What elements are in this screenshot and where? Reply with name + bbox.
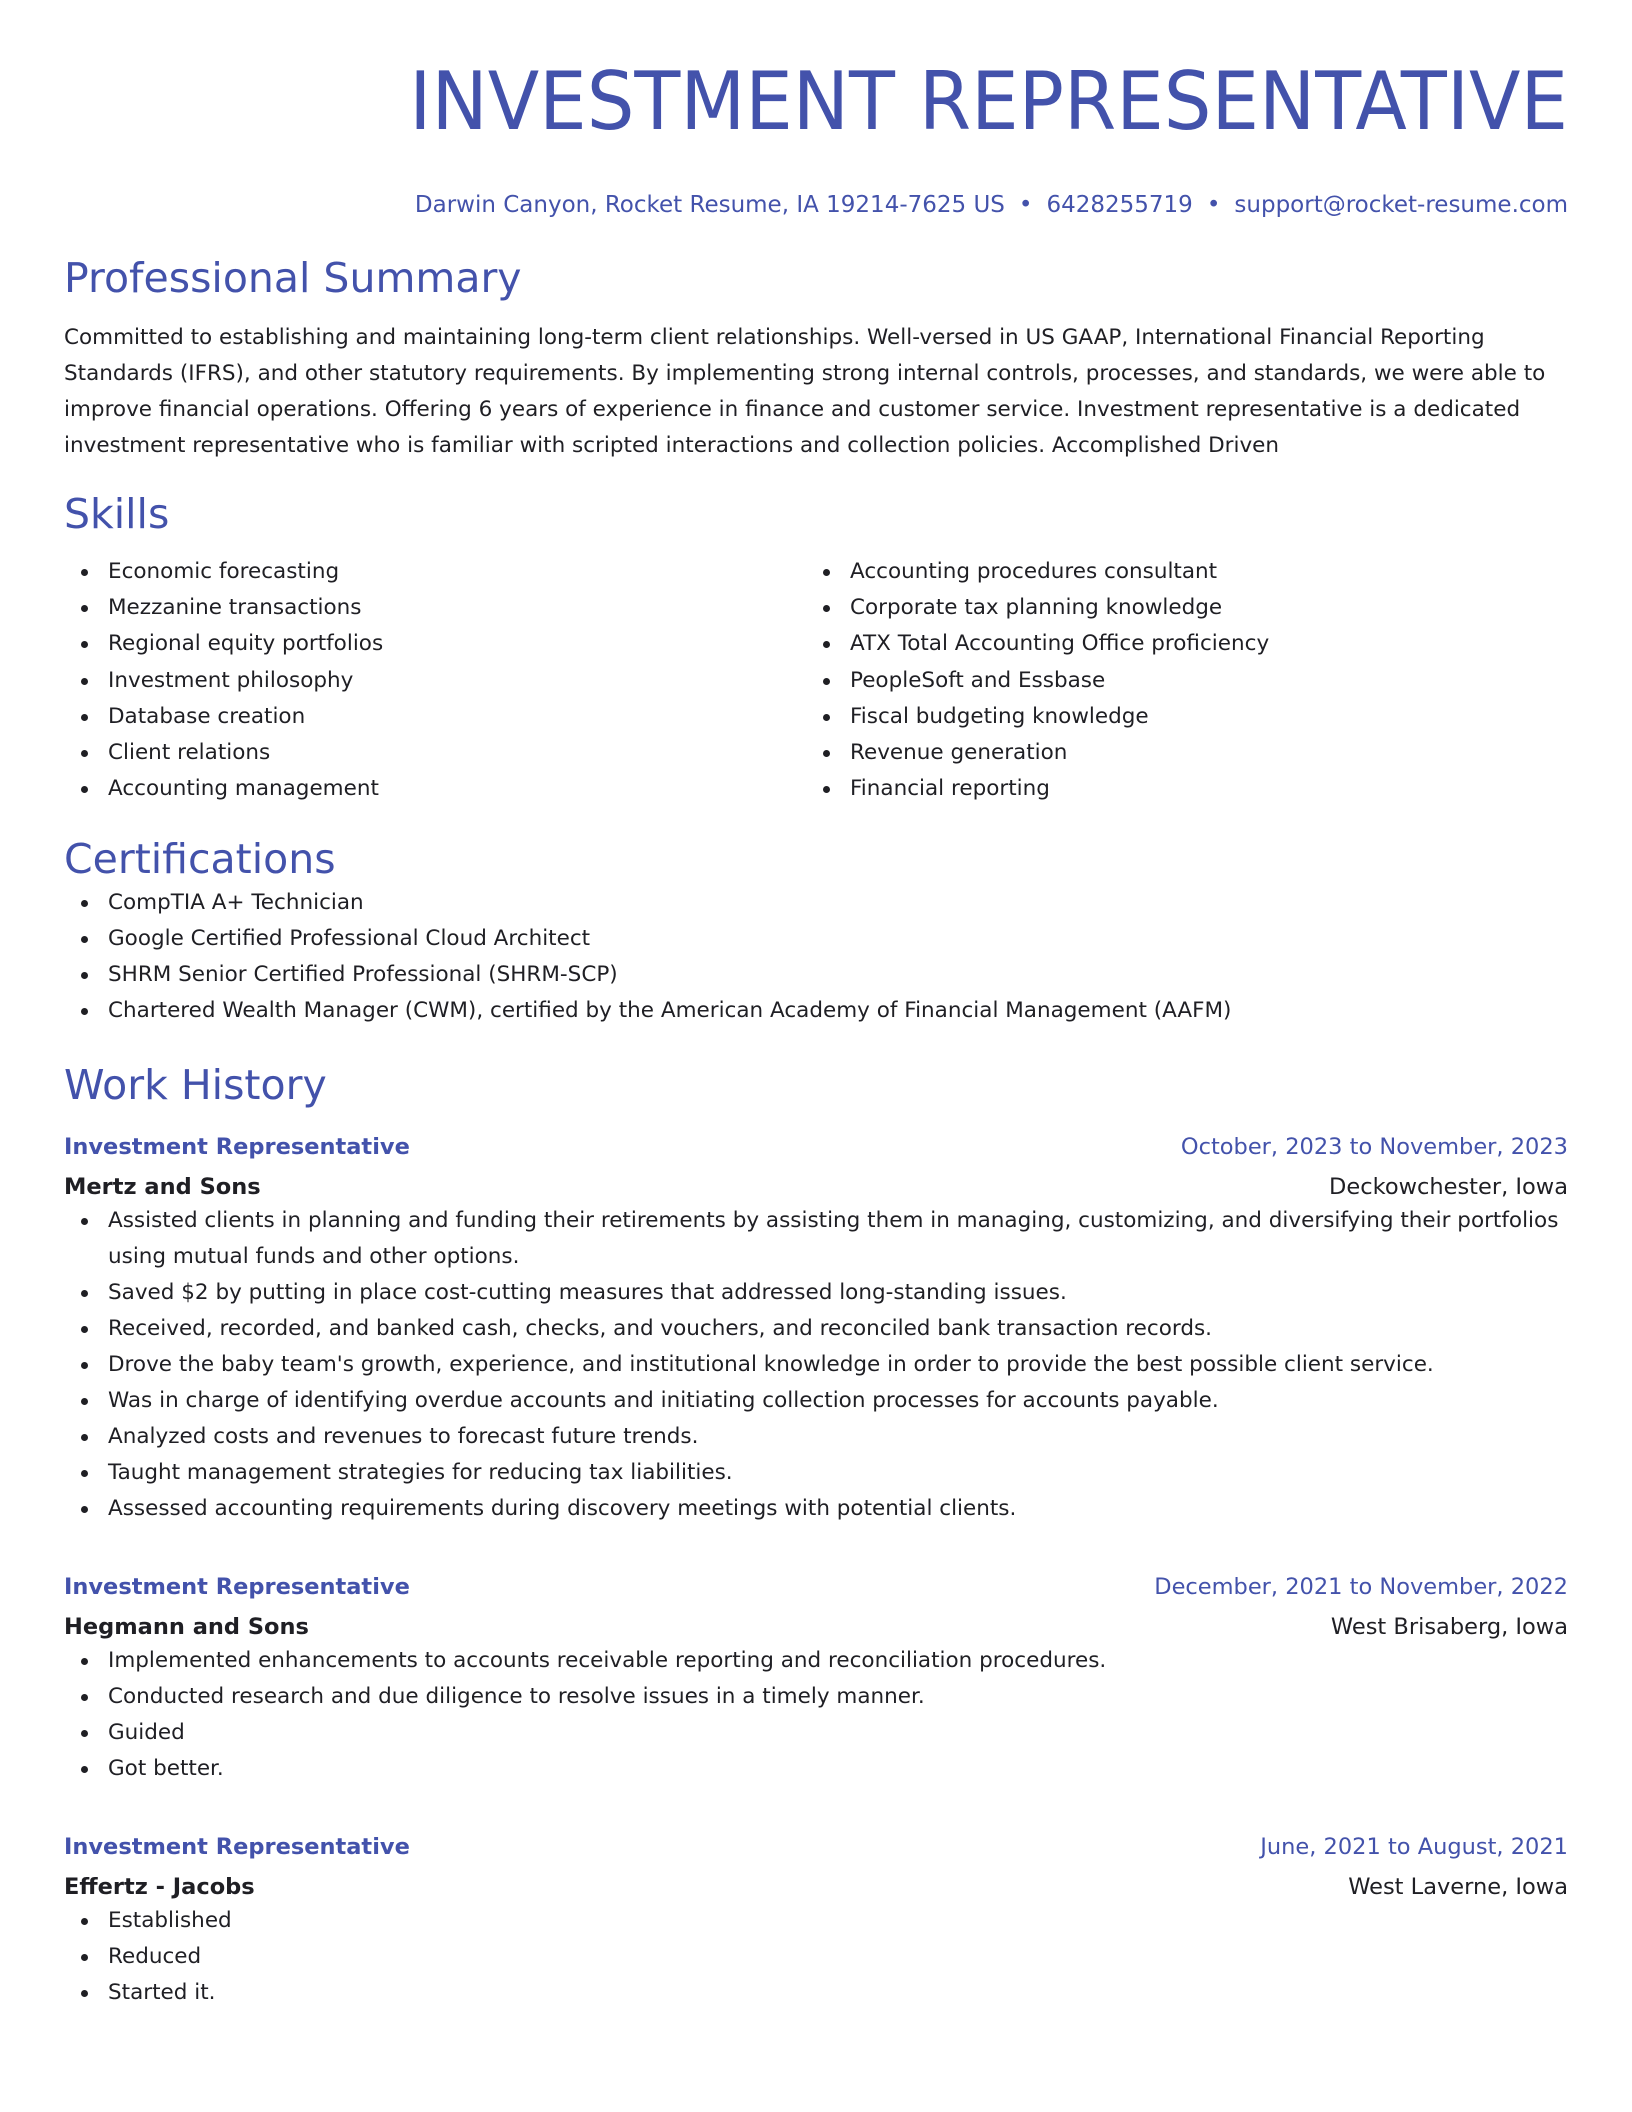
job-header-row	[64, 1571, 1568, 1603]
job-bullet: Got better.	[64, 1751, 1568, 1787]
job-bullets	[64, 1643, 1568, 1787]
job-bullet: Conducted research and due diligence to resolve issues in a timely manner.	[64, 1679, 1568, 1715]
resume-name: INVESTMENT REPRESENTATIVE	[409, 55, 1568, 148]
job-bullets	[64, 1903, 1568, 2011]
skills-list-left	[64, 554, 806, 807]
skill-item: PeopleSoft and Essbase	[806, 663, 1548, 699]
job-bullet: Reduced	[64, 1939, 1568, 1975]
contact-separator: •	[1018, 192, 1033, 218]
job-bullet: Taught management strategies for reducing tax liabilities.	[64, 1455, 1568, 1491]
skills-column-right	[806, 554, 1548, 807]
skill-item: Fiscal budgeting knowledge	[806, 699, 1548, 735]
job-company-row	[64, 1163, 1568, 1203]
job-entry	[64, 1831, 1568, 2011]
job-location: West Brisaberg, Iowa	[1330, 1614, 1568, 1641]
job-location: West Laverne, Iowa	[1348, 1874, 1568, 1901]
job-title: Investment Representative	[64, 1134, 410, 1161]
job-bullet: Drove the baby team's growth, experience, and institutional knowledge in order to provide the best possible client service.	[64, 1347, 1568, 1383]
certifications-heading: Certifications	[64, 835, 336, 884]
skills-column-left	[64, 554, 806, 807]
job-company-row	[64, 1603, 1568, 1643]
certification-item: SHRM Senior Certified Professional (SHRM-SCP)	[64, 957, 1568, 993]
summary-text: Committed to establishing and maintaining long-term client relationships. Well-versed in US GAAP, International Financial Reporting Standards (IFRS), and other statutory requirements. By implementing strong internal controls, processes, and standards, we were able to improve financial operations. Offering 6 years of experience in finance and customer service. Investment representative is a dedicated investment representative who is familiar with scripted interactions and collection policies. Accomplished Driven	[64, 325, 1546, 458]
job-bullet: Saved $2 by putting in place cost-cutting measures that addressed long-standing issues.	[64, 1275, 1568, 1311]
job-title: Investment Representative	[64, 1834, 410, 1861]
job-bullet: Implemented enhancements to accounts receivable reporting and reconciliation procedures.	[64, 1643, 1568, 1679]
job-header-row	[64, 1831, 1568, 1863]
job-company-row	[64, 1863, 1568, 1903]
job-dates: June, 2021 to August, 2021	[1260, 1834, 1568, 1861]
certifications-section	[64, 833, 1568, 1029]
skill-item: Mezzanine transactions	[64, 590, 806, 626]
certification-item: Google Certified Professional Cloud Architect	[64, 921, 1568, 957]
job-company: Effertz - Jacobs	[64, 1874, 255, 1901]
contact-line	[64, 190, 1568, 220]
job-entry	[64, 1571, 1568, 1787]
skill-item: Economic forecasting	[64, 554, 806, 590]
skills-list-right	[806, 554, 1548, 807]
summary-section	[64, 252, 1568, 464]
job-bullet: Analyzed costs and revenues to forecast future trends.	[64, 1419, 1568, 1455]
job-bullet: Assisted clients in planning and funding their retirements by assisting them in managing, customizing, and diversifying their portfolios using mutual funds and other options.	[64, 1203, 1568, 1275]
skills-grid	[64, 554, 1568, 807]
job-bullet: Received, recorded, and banked cash, checks, and vouchers, and reconciled bank transaction records.	[64, 1311, 1568, 1347]
skill-item: Revenue generation	[806, 735, 1548, 771]
job-bullet: Guided	[64, 1715, 1568, 1751]
job-dates: December, 2021 to November, 2022	[1154, 1574, 1568, 1601]
contact-separator: •	[1206, 192, 1221, 218]
job-bullet: Was in charge of identifying overdue accounts and initiating collection processes for accounts payable.	[64, 1383, 1568, 1419]
skill-item: Client relations	[64, 735, 806, 771]
certifications-list	[64, 885, 1568, 1029]
skill-item: Investment philosophy	[64, 663, 806, 699]
skills-heading: Skills	[64, 490, 170, 538]
contact-phone: 6428255719	[1046, 192, 1193, 218]
job-dates: October, 2023 to November, 2023	[1180, 1134, 1568, 1161]
skill-item: Database creation	[64, 699, 806, 735]
skill-item: Regional equity portfolios	[64, 626, 806, 662]
job-company: Mertz and Sons	[64, 1174, 261, 1201]
job-title: Investment Representative	[64, 1574, 410, 1601]
skills-section	[64, 488, 1568, 807]
skill-item: Accounting procedures consultant	[806, 554, 1548, 590]
certification-item: Chartered Wealth Manager (CWM), certified by the American Academy of Financial Management (AAFM)	[64, 993, 1568, 1029]
job-bullet: Started it.	[64, 1975, 1568, 2011]
certification-item: CompTIA A+ Technician	[64, 885, 1568, 921]
job-bullet: Assessed accounting requirements during discovery meetings with potential clients.	[64, 1491, 1568, 1527]
contact-email: support@rocket-resume.com	[1234, 192, 1568, 218]
work-history-heading: Work History	[64, 1061, 327, 1110]
work-history-section	[64, 1059, 1568, 2011]
summary-heading: Professional Summary	[64, 254, 522, 302]
contact-address: Darwin Canyon, Rocket Resume, IA 19214-7625 US	[414, 192, 1005, 218]
job-company: Hegmann and Sons	[64, 1614, 309, 1641]
skill-item: ATX Total Accounting Office proficiency	[806, 626, 1548, 662]
skill-item: Accounting management	[64, 771, 806, 807]
skill-item: Corporate tax planning knowledge	[806, 590, 1548, 626]
job-entry	[64, 1131, 1568, 1527]
job-location: Deckowchester, Iowa	[1329, 1174, 1568, 1201]
job-bullet: Established	[64, 1903, 1568, 1939]
job-header-row	[64, 1131, 1568, 1163]
skill-item: Financial reporting	[806, 771, 1548, 807]
job-bullets	[64, 1203, 1568, 1527]
